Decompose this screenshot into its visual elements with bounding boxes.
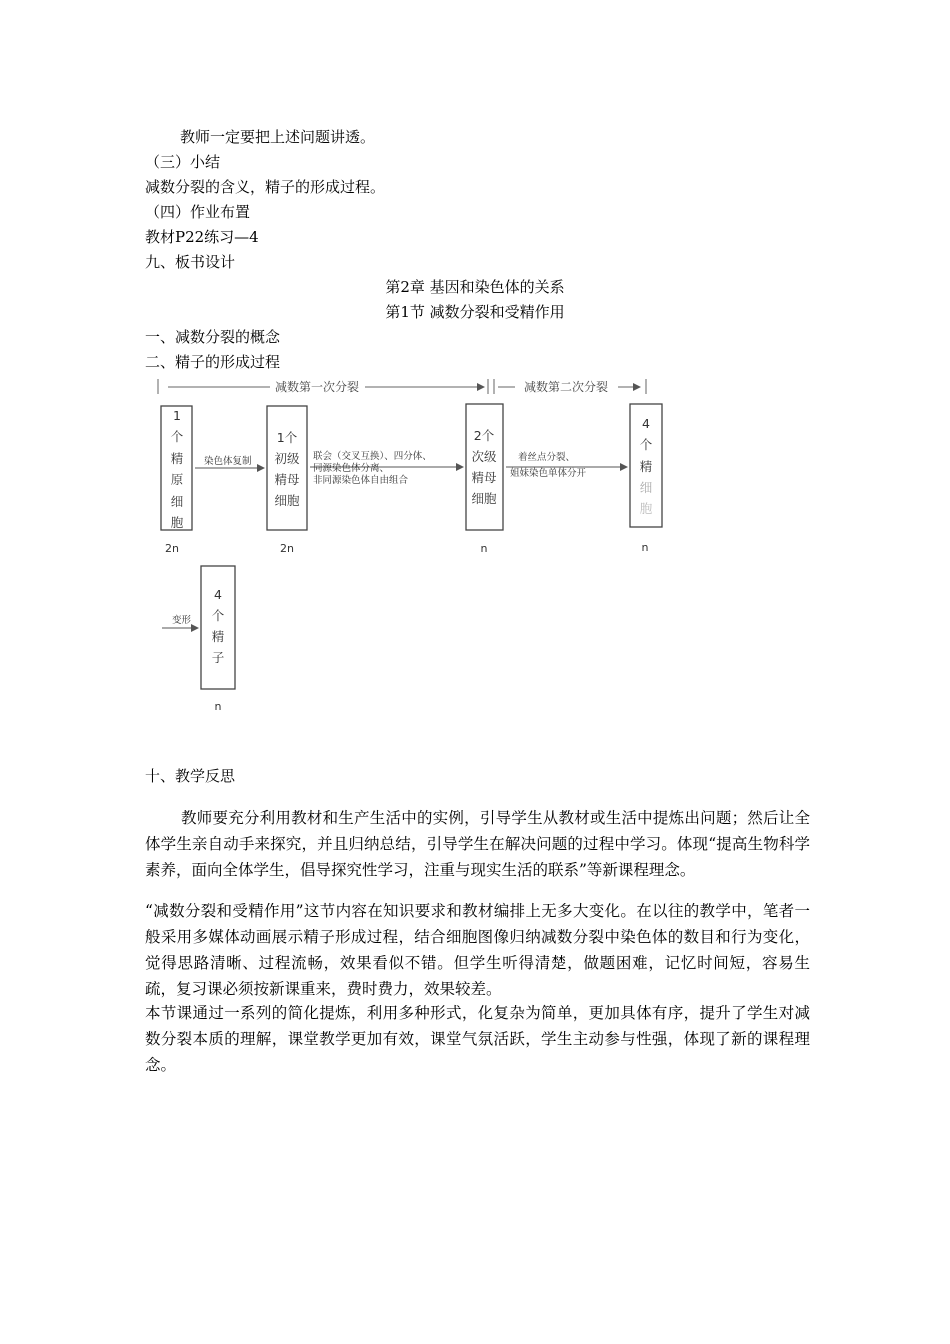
reflection-paragraph: 教师要充分利用教材和生产生活中的实例，引导学生从教材或生活中提炼出问题；然后让全体学生亲自动手来探究，并且归纳总结，引导学生在解决问题的过程中学习。体现“提高生物科学素养，面向全体学生，倡导探究性学习，注重与现实生活的联系”等新课程理念。 [145, 809, 810, 879]
box2-line: 细胞 [274, 493, 300, 508]
arrow3-label-line: 姐妹染色单体分开 [510, 468, 587, 479]
box5-char: 个 [211, 608, 225, 623]
ploidy-label: 2n [165, 542, 179, 555]
arrow2-label-line: 同源染色体分离、 [313, 463, 390, 474]
box1-char: 个 [170, 429, 184, 444]
secondary-spermatocyte-box [466, 404, 503, 530]
ploidy-label: n [214, 700, 222, 713]
box5-char: 子 [211, 650, 225, 665]
spermatogonium-box [161, 406, 192, 530]
box3-line: 精母 [471, 470, 497, 485]
box1-char: 原 [170, 472, 184, 487]
arrow3-label-line: 着丝点分裂、 [518, 452, 576, 463]
spermatogenesis-diagram [150, 374, 670, 719]
box4-char: 胞 [639, 501, 653, 516]
box3-line: 细胞 [471, 491, 497, 506]
reflection-paragraph: 本节课通过一系列的简化提炼，利用多种形式，化复杂为简单，更加具体有序，提升了学生对减数分裂本质的理解，课堂教学更加有效，课堂气氛活跃，学生主动参与性强，体现了新的课程理念。 [145, 1004, 810, 1074]
reflection-paragraph: “减数分裂和受精作用”这节内容在知识要求和教材编排上无多大变化。在以往的教学中，笔者一般采用多媒体动画展示精子形成过程，结合细胞图像归纳减数分裂中染色体的数目和行为变化，觉得思路清晰、过程流畅，效果看似不错。但学生听得清楚，做题困难，记忆时间短，容易生疏，复习课必须按新课重来，费时费力，效果较差。 [145, 902, 810, 998]
ploidy-label: n [641, 541, 649, 554]
box5-char: 精 [211, 629, 225, 644]
box4-char: 4 [642, 416, 650, 431]
arrow1-label: 染色体复制 [204, 456, 252, 467]
box5-char: 4 [214, 587, 222, 602]
box2-line: 初级 [274, 451, 300, 466]
text-line: 减数分裂的含义，精子的形成过程。 [145, 178, 386, 196]
heading-reflection: 十、教学反思 [145, 767, 236, 785]
box4-char: 精 [639, 459, 653, 474]
box4-char: 个 [639, 437, 653, 452]
text-line: 教师一定要把上述问题讲透。 [180, 128, 376, 146]
meiosis2-label: 减数第二次分裂 [523, 380, 609, 394]
box2-line: 精母 [274, 472, 300, 487]
heading-sperm-formation: 二、精子的形成过程 [145, 353, 281, 371]
meiosis1-label: 减数第一次分裂 [274, 380, 360, 394]
ploidy-label: 2n [280, 542, 294, 555]
sperm-box [201, 566, 235, 689]
box4-char: 细 [639, 480, 653, 495]
text-line: 教材P22练习—4 [145, 228, 259, 246]
box2-line: 1个 [276, 430, 298, 445]
box1-char: 精 [170, 451, 184, 466]
box1-char: 胞 [170, 515, 184, 530]
subheading-summary: （三）小结 [145, 153, 221, 171]
arrow2-label-line: 非同源染色体自由组合 [313, 475, 409, 486]
subheading-homework: （四）作业布置 [145, 203, 251, 221]
box3-line: 2个 [473, 428, 495, 443]
arrow4-label: 变形 [172, 615, 192, 626]
heading-concept: 一、减数分裂的概念 [145, 328, 281, 346]
heading-board-design: 九、板书设计 [145, 253, 236, 271]
box1-char: 1 [173, 408, 181, 423]
box3-line: 次级 [471, 449, 497, 464]
ploidy-label: n [480, 542, 488, 555]
arrow2-label-line: 联会（交叉互换）、四分体、 [313, 451, 432, 462]
section-title: 第1节 减数分裂和受精作用 [385, 303, 565, 321]
box1-char: 细 [170, 494, 184, 509]
primary-spermatocyte-box [267, 406, 307, 530]
chapter-title: 第2章 基因和染色体的关系 [385, 278, 565, 296]
